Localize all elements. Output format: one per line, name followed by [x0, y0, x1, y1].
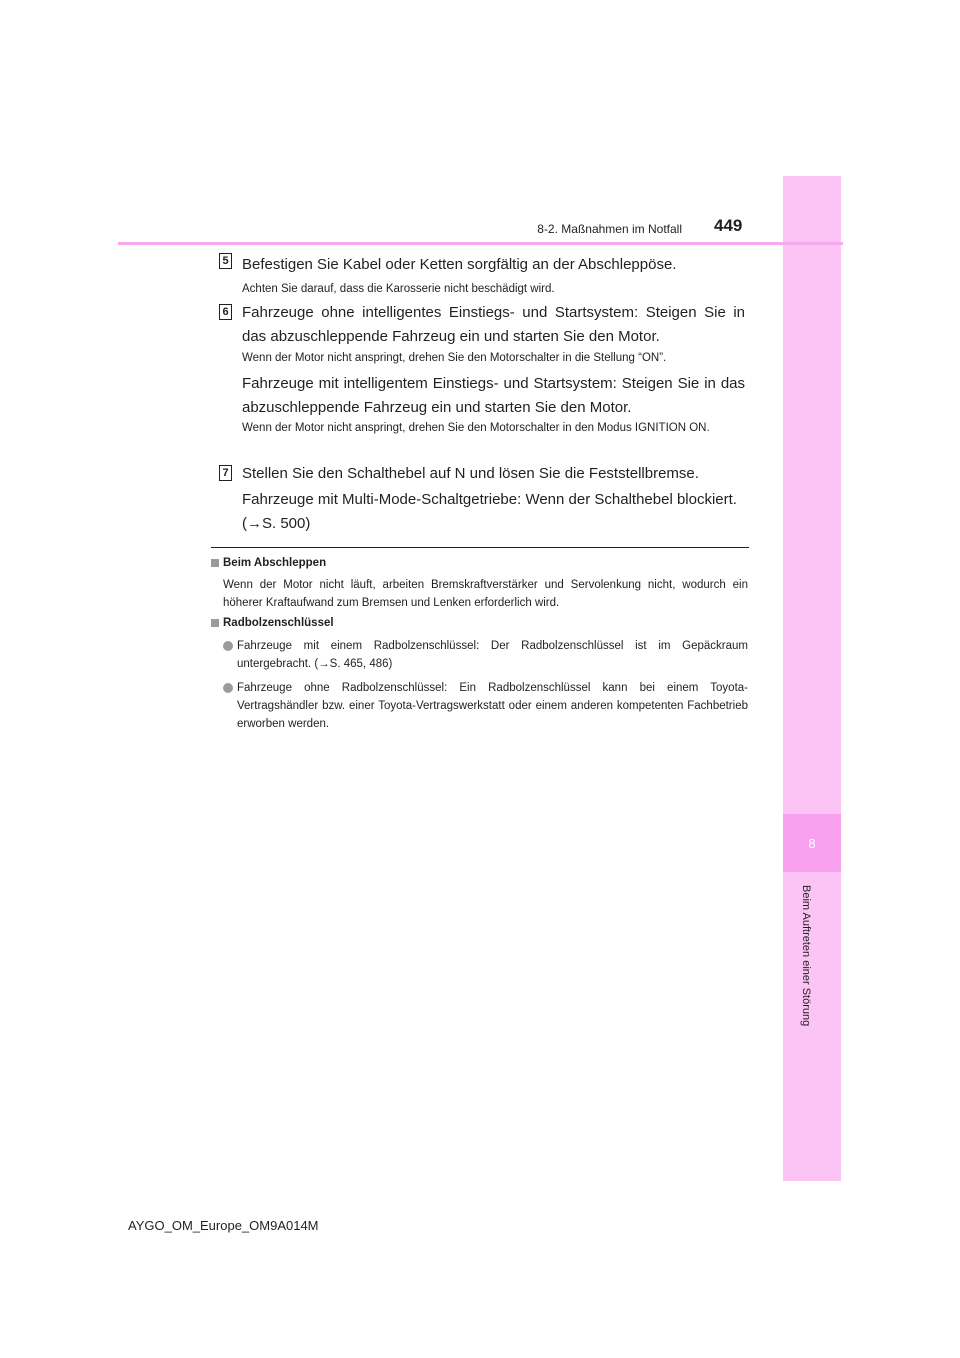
- note-title: Radbolzenschlüssel: [223, 617, 334, 629]
- step-5-text: Befestigen Sie Kabel oder Ketten sorgfältig an der Abschleppöse.: [242, 256, 677, 273]
- step-number-6: 6: [219, 304, 232, 320]
- list-item: [223, 637, 748, 673]
- note-text-abschleppen: Wenn der Motor nicht läuft, arbeiten Bremskraftverstärker und Servolenkung nicht, wodurch ein höherer Kraftaufwand zum Bremsen und Lenken erforderlich wird.: [223, 579, 748, 609]
- step-6-text-a: Fahrzeuge ohne intelligentes Einstiegs- und Startsystem: Steigen Sie in das abzuschleppende Fahrzeug ein und starten Sie den Motor.: [242, 304, 745, 345]
- list-item-text: Fahrzeuge mit einem Radbolzenschlüssel: Der Radbolzenschlüssel ist im Gepäckraum untergebracht. (→S. 465, 486): [237, 640, 748, 670]
- step-6-note-a: Wenn der Motor nicht anspringt, drehen Sie den Motorschalter in die Stellung “ON”.: [242, 352, 667, 364]
- note-heading-radbolzen: [211, 617, 334, 629]
- chapter-side-tab: [783, 176, 841, 1181]
- square-bullet-icon: [211, 619, 219, 627]
- note-heading-abschleppen: [211, 557, 326, 569]
- header-rule: [118, 242, 843, 245]
- step-number-5: 5: [219, 253, 232, 269]
- step-6-text-b: Fahrzeuge mit intelligentem Einstiegs- und Startsystem: Steigen Sie in das abzuschleppende Fahrzeug ein und starten Sie den Motor.: [242, 375, 745, 416]
- step-5-note: Achten Sie darauf, dass die Karosserie nicht beschädigt wird.: [242, 283, 555, 295]
- chapter-number: 8: [783, 814, 841, 872]
- page-number: 449: [714, 216, 743, 235]
- step-number-7: 7: [219, 465, 232, 481]
- document-code: AYGO_OM_Europe_OM9A014M: [128, 1218, 319, 1233]
- section-title: 8-2. Maßnahmen im Notfall: [537, 222, 682, 236]
- step-6-note-b: Wenn der Motor nicht anspringt, drehen Sie den Motorschalter in den Modus IGNITION ON.: [242, 422, 710, 434]
- list-item: [223, 679, 748, 733]
- list-item-text: Fahrzeuge ohne Radbolzenschlüssel: Ein Radbolzenschlüssel kann bei einem Toyota-Vertragshändler bzw. einer Toyota-Vertragswerkstatt oder einem anderen kompetenten Fachbetrieb erworben werden.: [237, 682, 748, 730]
- note-title: Beim Abschleppen: [223, 557, 327, 569]
- circle-bullet-icon: [223, 641, 233, 651]
- step-7-text-a: Stellen Sie den Schalthebel auf N und lösen Sie die Feststellbremse.: [242, 465, 699, 482]
- square-bullet-icon: [211, 559, 219, 567]
- step-7-text-b: Fahrzeuge mit Multi-Mode-Schaltgetriebe: Wenn der Schalthebel blockiert.: [242, 491, 737, 508]
- chapter-label: Beim Auftreten einer Störung: [800, 885, 812, 1027]
- step-7-reference: (→S. 500): [242, 515, 311, 532]
- section-divider: [211, 547, 749, 548]
- circle-bullet-icon: [223, 683, 233, 693]
